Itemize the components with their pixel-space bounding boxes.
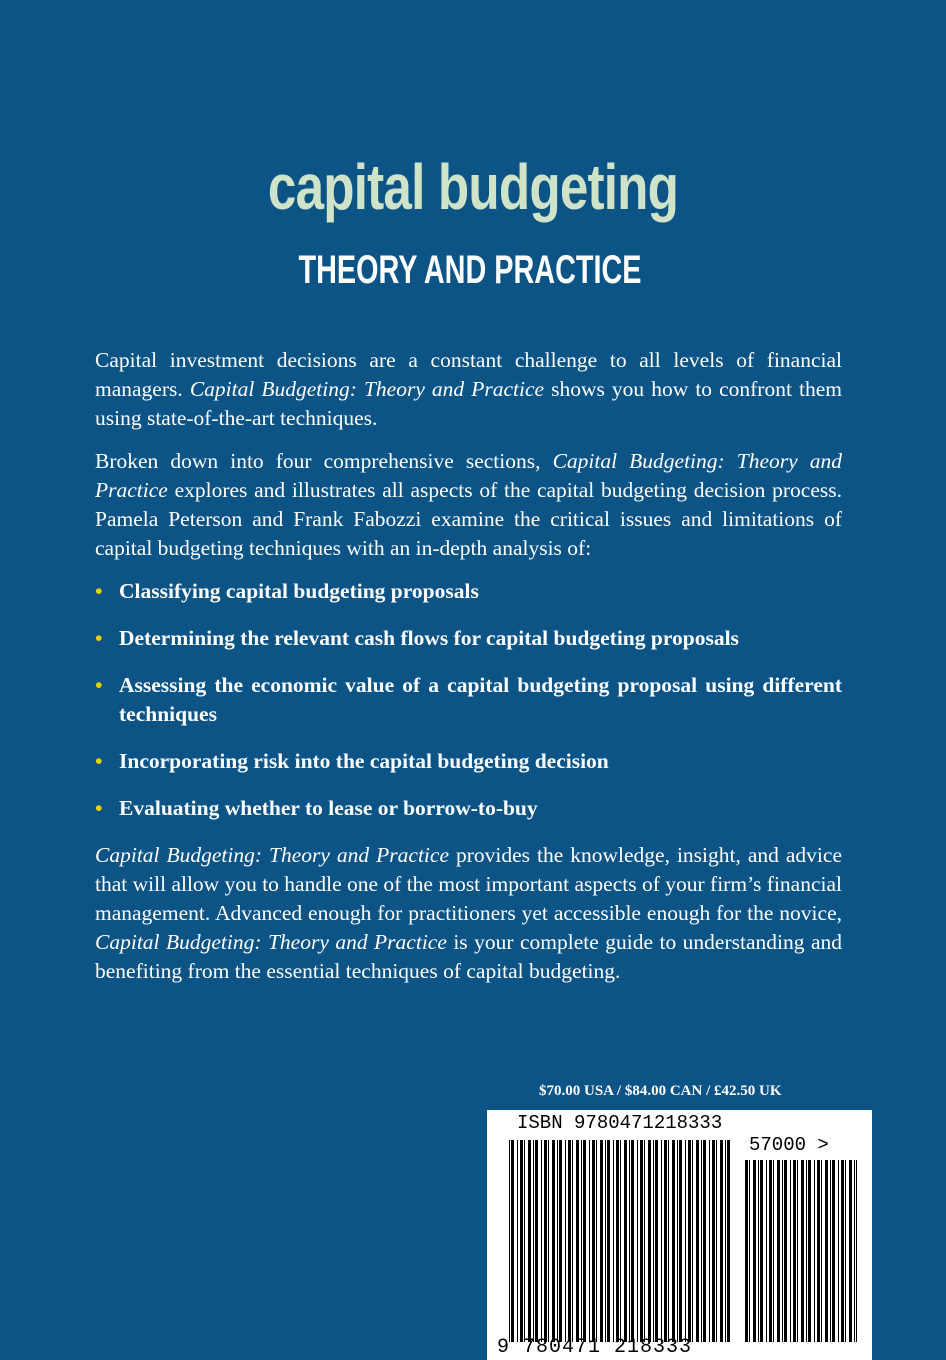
barcode-bar <box>701 1140 702 1342</box>
barcode-bar <box>845 1160 846 1342</box>
barcode-bar <box>838 1160 839 1342</box>
barcode-bar <box>758 1160 759 1342</box>
text: is your complete guide to understanding and benefiting from the essential techniques of capital budgeting. <box>95 930 842 983</box>
barcode-bar <box>753 1160 756 1342</box>
barcode-bar <box>648 1140 651 1342</box>
topic-item <box>95 671 842 729</box>
barcode-bar <box>624 1140 627 1342</box>
barcode-bar <box>557 1140 558 1342</box>
bullet-icon: • <box>95 626 103 650</box>
barcode-bar <box>782 1160 783 1342</box>
barcode-bar <box>605 1140 606 1342</box>
barcode-bar <box>725 1140 726 1342</box>
barcode-bar <box>793 1160 796 1342</box>
book-title-italic: Capital Budgeting: Theory and Practice <box>95 843 449 867</box>
barcode-digits: 9 780471 218333 <box>497 1336 693 1359</box>
barcode-bar <box>817 1160 820 1342</box>
barcode-bar <box>644 1140 645 1342</box>
barcode-bar <box>533 1140 534 1342</box>
barcode-bar <box>766 1160 767 1342</box>
barcode-bar <box>692 1140 693 1342</box>
barcode-bar <box>769 1160 772 1342</box>
text: Broken down into four comprehensive sections, <box>95 449 553 473</box>
barcode-bar <box>596 1140 597 1342</box>
book-title-italic: Capital Budgeting: Theory and Practice <box>95 449 843 502</box>
isbn-barcode <box>487 1110 872 1360</box>
topic-text: Assessing the economic value of a capital budgeting proposal using different techniques <box>119 673 842 726</box>
barcode-bar <box>572 1140 573 1342</box>
topic-item <box>95 624 842 653</box>
book-subtitle: THEORY AND PRACTICE <box>298 248 642 292</box>
barcode-bar <box>631 1140 634 1342</box>
paragraph-summary <box>95 841 842 986</box>
book-title: capital budgeting <box>267 151 679 223</box>
barcode-bar <box>568 1140 571 1342</box>
topic-list <box>95 577 842 823</box>
barcode-bar <box>520 1140 523 1342</box>
bullet-icon: • <box>95 749 103 773</box>
barcode-bar <box>856 1160 857 1342</box>
barcode-bar <box>679 1140 682 1342</box>
topic-item <box>95 577 842 606</box>
barcode-bar <box>854 1160 855 1342</box>
barcode-bar <box>677 1140 678 1342</box>
barcode-bar <box>745 1160 748 1342</box>
barcode-bar <box>607 1140 610 1342</box>
barcode-bar <box>640 1140 643 1342</box>
barcode-bar <box>797 1160 798 1342</box>
barcode-bar <box>749 1160 750 1342</box>
book-title-italic: Capital Budgeting: Theory and Practice <box>95 930 447 954</box>
barcode-bar <box>528 1140 531 1342</box>
barcode-bar <box>773 1160 774 1342</box>
barcode-bar <box>661 1140 662 1342</box>
barcode-bar <box>790 1160 791 1342</box>
topic-item <box>95 747 842 776</box>
price-line: $70.00 USA / $84.00 CAN / £42.50 UK <box>539 1083 782 1099</box>
barcode-bar <box>552 1140 555 1342</box>
barcode-bar <box>709 1140 710 1342</box>
topic-text: Determining the relevant cash flows for capital budgeting proposals <box>119 626 739 650</box>
barcode-bar <box>703 1140 706 1342</box>
barcode-bar <box>600 1140 603 1342</box>
barcode-bar <box>849 1160 852 1342</box>
barcode-bar <box>825 1160 828 1342</box>
barcode-bar <box>784 1160 787 1342</box>
barcode-bar <box>716 1140 717 1342</box>
barcode-bar <box>541 1140 542 1342</box>
isbn-label: ISBN 9780471218333 <box>517 1112 723 1134</box>
barcode-bar <box>613 1140 614 1342</box>
barcode-bar <box>808 1160 811 1342</box>
barcode-bar <box>544 1140 547 1342</box>
barcode-bar <box>830 1160 831 1342</box>
barcode-bar <box>777 1160 780 1342</box>
barcode-bar <box>841 1160 844 1342</box>
barcode-bar <box>559 1140 562 1342</box>
barcode-bar <box>637 1140 638 1342</box>
barcode-bar <box>548 1140 549 1342</box>
paragraph-intro <box>95 346 842 433</box>
barcode-bar <box>832 1160 835 1342</box>
barcode-bar <box>511 1140 514 1342</box>
topic-item <box>95 794 842 823</box>
barcode-bar <box>592 1140 595 1342</box>
barcode-bar <box>712 1140 715 1342</box>
barcode-bar <box>801 1160 804 1342</box>
bullet-icon: • <box>95 796 103 820</box>
text: explores and illustrates all aspects of the capital budgeting decision process. Pamela Peterson and Frank Fabozzi examine the critical issues and limitations of capital budgeting techniques with an in-depth analysis of: <box>95 478 842 560</box>
barcode-bar <box>653 1140 654 1342</box>
barcode-bar <box>806 1160 807 1342</box>
barcode-bar <box>517 1140 518 1342</box>
bullet-icon: • <box>95 579 103 603</box>
barcode-bar <box>668 1140 669 1342</box>
barcode-bar <box>524 1140 525 1342</box>
book-title-italic: Capital Budgeting: Theory and Practice <box>189 377 545 401</box>
barcode-bar <box>509 1140 510 1342</box>
barcode-bar <box>821 1160 822 1342</box>
topic-text: Classifying capital budgeting proposals <box>119 579 479 603</box>
barcode-bar <box>688 1140 691 1342</box>
barcode-bar <box>720 1140 723 1342</box>
barcode-bar <box>672 1140 675 1342</box>
description <box>95 346 842 1000</box>
text: shows you how to confront them using state-of-the-art techniques. <box>95 377 842 430</box>
barcode-bar <box>565 1140 566 1342</box>
barcode-bar <box>664 1140 667 1342</box>
barcode-bar <box>696 1140 699 1342</box>
barcode-bar <box>685 1140 686 1342</box>
barcode-bar <box>629 1140 630 1342</box>
text: provides the knowledge, insight, and advice that will allow you to handle one of the most important aspects of your firm’s financial management. Advanced enough for practitioners yet accessible enough for the novice, <box>95 843 842 925</box>
barcode-bar <box>727 1140 730 1342</box>
barcode-bar <box>760 1160 763 1342</box>
price-code: 57000 > <box>749 1134 829 1156</box>
paragraph-sections <box>95 447 842 563</box>
barcode-bar <box>814 1160 815 1342</box>
barcode-bar <box>583 1140 586 1342</box>
text: Capital investment decisions are a constant challenge to all levels of financial managers. <box>95 348 842 401</box>
barcode-bar <box>620 1140 621 1342</box>
barcode-bar <box>616 1140 619 1342</box>
barcode-bar <box>576 1140 579 1342</box>
barcode-bar <box>535 1140 538 1342</box>
topic-text: Evaluating whether to lease or borrow-to-buy <box>119 796 538 820</box>
bullet-icon: • <box>95 673 103 697</box>
barcode-bar <box>589 1140 590 1342</box>
barcode-bar <box>655 1140 658 1342</box>
topic-text: Incorporating risk into the capital budgeting decision <box>119 749 609 773</box>
barcode-bar <box>581 1140 582 1342</box>
